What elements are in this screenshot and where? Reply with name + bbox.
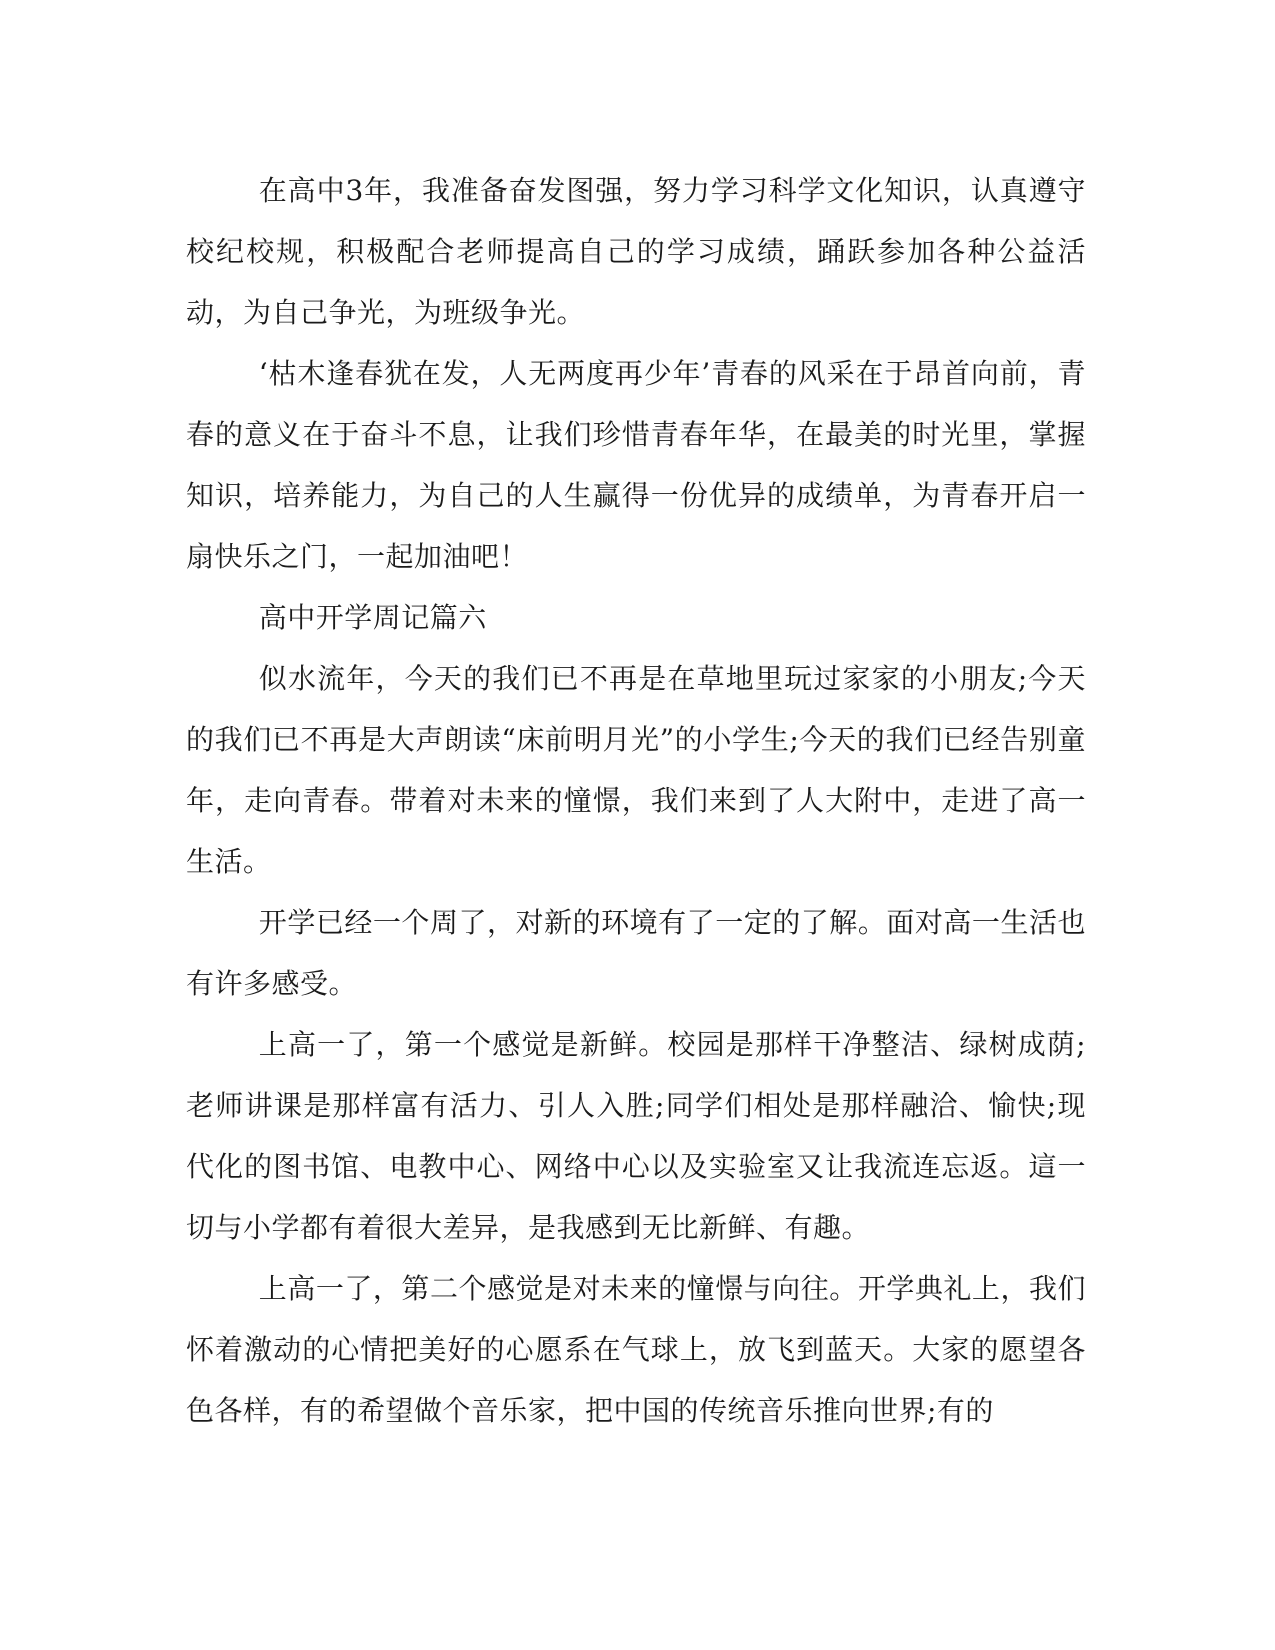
paragraph: 在高中3年，我准备奋发图强，努力学习科学文化知识，认真遵守校纪校规，积极配合老师提高自己的学习成绩，踊跃参加各种公益活动，为自己争光，为班级争光。 xyxy=(186,174,1086,329)
paragraph: 似水流年，今天的我们已不再是在草地里玩过家家的小朋友;今天的我们已不再是大声朗读“床前明月光”的小学生;今天的我们已经告别童年，走向青春。带着对未来的憧憬，我们来到了人大附中，走进了高一生活。 xyxy=(186,662,1086,878)
document-body xyxy=(186,160,1086,1441)
paragraph: 上高一了，第一个感觉是新鲜。校园是那样干净整洁、绿树成荫;老师讲课是那样富有活力、引人入胜;同学们相处是那样融洽、愉快;现代化的图书馆、电教中心、网络中心以及实验室又让我流连忘返。這一切与小学都有着很大差异，是我感到无比新鲜、有趣。 xyxy=(186,1028,1086,1244)
paragraph: 开学已经一个周了，对新的环境有了一定的了解。面对高一生活也有许多感受。 xyxy=(186,906,1086,1000)
paragraph: ‘枯木逢春犹在发，人无两度再少年’青春的风采在于昂首向前，青春的意义在于奋斗不息，让我们珍惜青春年华，在最美的时光里，掌握知识，培养能力，为自己的人生赢得一份优异的成绩单，为青春开启一扇快乐之门，一起加油吧！ xyxy=(186,357,1086,573)
paragraph: 上高一了，第二个感觉是对未来的憧憬与向往。开学典礼上，我们怀着激动的心情把美好的心愿系在气球上，放飞到蓝天。大家的愿望各色各样，有的希望做个音乐家，把中国的传统音乐推向世界;有的 xyxy=(186,1272,1086,1427)
section-heading: 高中开学周记篇六 xyxy=(258,601,487,634)
